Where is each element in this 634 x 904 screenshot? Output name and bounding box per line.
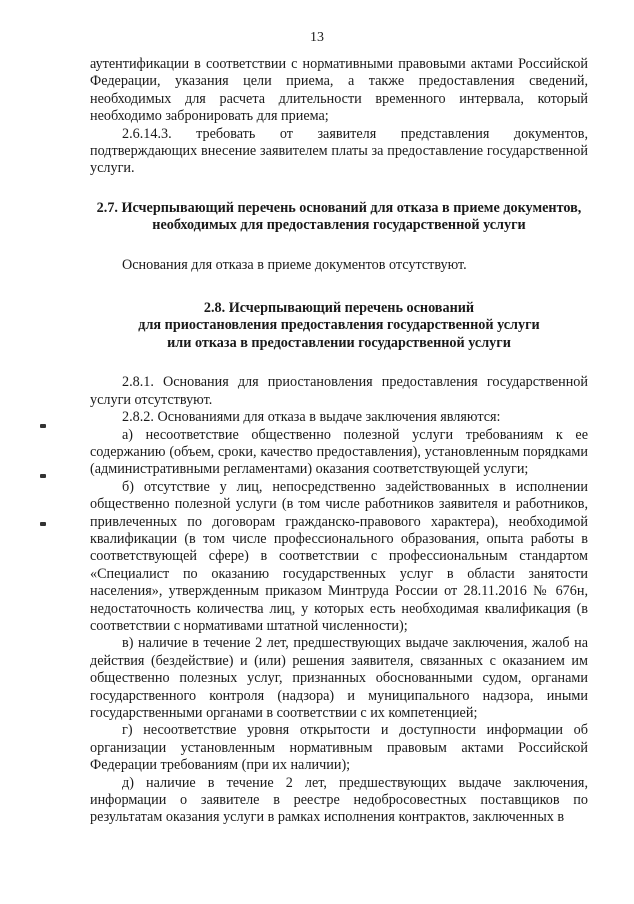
margin-mark-2 [40, 474, 46, 478]
section-heading-2-8-line1: 2.8. Исчерпывающий перечень оснований [203, 300, 475, 317]
list-item-v: в) наличие в течение 2 лет, предшествующих выдаче заключения, жалоб на действия (бездействие) и (или) решения заявителя, связанных с оказанием им общественно полезных услуг, признанных обоснованными судом, органами государственного контроля (надзора) и муниципального надзора, иными государственными органами в соответствии с их компетенцией; [90, 635, 588, 721]
paragraph-2-6-14-3: 2.6.14.3. требовать от заявителя представления документов, подтверждающих внесение заявителем платы за предоставление государственной услуги. [90, 125, 588, 177]
list-item-d: д) наличие в течение 2 лет, предшествующих выдаче заключения, информации о заявителе в реестре недобросовестных поставщиков по результатам оказания услуги в рамках исполнения контрактов, заключенных в [90, 774, 588, 826]
section-heading-2-8 [90, 300, 588, 352]
list-item-b: б) отсутствие у лиц, непосредственно задействованных в исполнении общественно полезной услуги (в том числе работников заявителя и работников, привлеченных по договорам гражданско-правового характера), необходимой квалификации (в том числе профессионального образования, опыта работы в соответствующей сфере) в соответствии с профессиональным стандартом «Специалист по оказанию государственных услуг в области занятости населения», утвержденным приказом Минтруда России от 28.11.2016 № 676н, недостаточность количества лиц, у которых есть необходимая квалификация (в соответствии с нормативами штатной численности); [90, 478, 588, 634]
list-item-g: г) несоответствие уровня открытости и доступности информации об организации установленным нормативным правовым актами Российской Федерации требованиям (при их наличии); [90, 722, 588, 774]
section-heading-2-8-line2: для приостановления предоставления государственной услуги [138, 317, 540, 334]
list-item-a: а) несоответствие общественно полезной услуги требованиям к ее содержанию (объем, сроки, качество предоставления), установленным порядками (административными регламентами) оказания соответствующей услуги; [90, 426, 588, 478]
section-heading-2-8-line3: или отказа в предоставлении государственной услуги [167, 334, 511, 351]
paragraph-authentication: аутентификации в соответствии с нормативными правовыми актами Российской Федерации, указания цели приема, а также предоставления сведений, необходимых для расчета длительности временного интервала, который необходимо забронировать для приема; [90, 56, 588, 125]
paragraph-2-8-1: 2.8.1. Основания для приостановления предоставления государственной услуги отсутствуют. [90, 374, 588, 408]
margin-mark-1 [40, 424, 46, 428]
document-body [90, 56, 588, 827]
page-number: 13 [310, 30, 324, 45]
paragraph-no-grounds: Основания для отказа в приеме документов отсутствуют. [122, 256, 467, 273]
section-heading-2-7: 2.7. Исчерпывающий перечень оснований для отказа в приеме документов, необходимых для предоставления государственной услуги [96, 199, 582, 234]
paragraph-2-8-2: 2.8.2. Основаниями для отказа в выдаче заключения являются: [122, 409, 501, 426]
margin-mark-3 [40, 522, 46, 526]
